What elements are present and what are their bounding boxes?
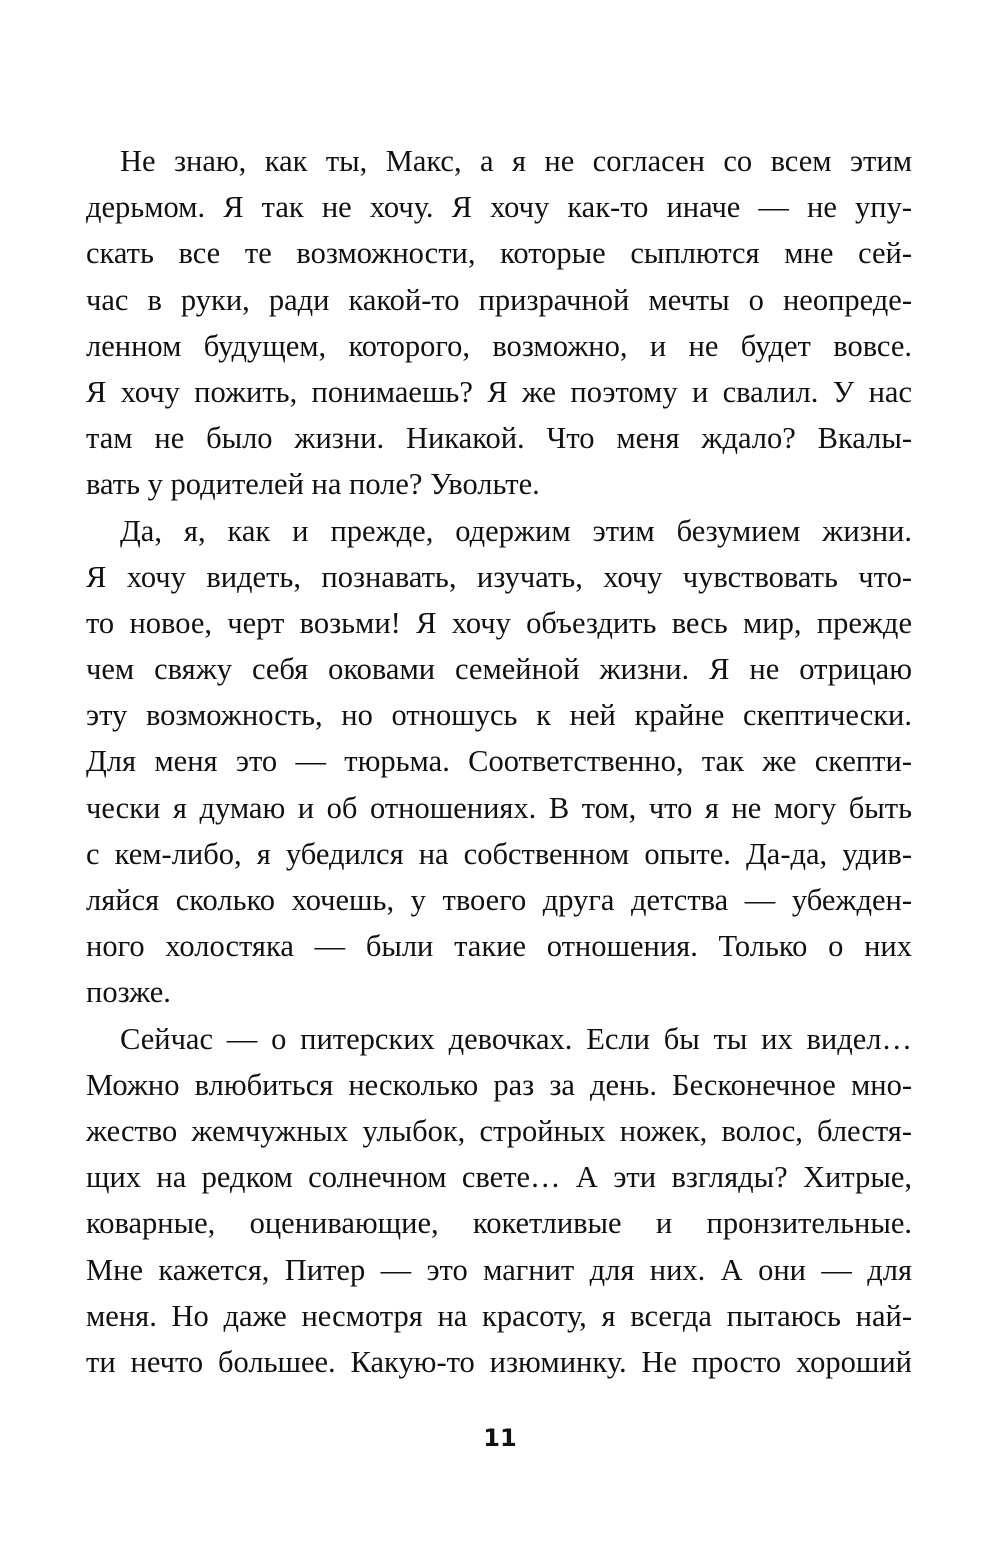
text-line: Я хочу видеть, познавать, изучать, хочу чувствовать что- [86, 559, 912, 594]
text-line: час в руки, ради какой-то призрачной мечты о неопреде- [86, 282, 912, 317]
text-line: меня. Но даже несмотря на красоту, я всегда пытаюсь най- [86, 1298, 912, 1333]
text-line: Сейчас — о питерских девочках. Если бы ты их видел… [120, 1021, 912, 1056]
text-line: там не было жизни. Никакой. Что меня ждало? Вкалы- [86, 421, 912, 456]
text-line: то новое, черт возьми! Я хочу объездить весь мир, прежде [86, 605, 912, 640]
text-line: Не знаю, как ты, Макс, а я не согласен со всем этим [120, 144, 912, 178]
text-line: скать все те возможности, которые сыплются мне сей- [86, 236, 912, 271]
text-line: дерьмом. Я так не хочу. Я хочу как-то иначе — не упу- [86, 190, 912, 225]
text-line: Мне кажется, Питер — это магнит для них. А они — для [86, 1252, 912, 1287]
text-line: чески я думаю и об отношениях. В том, что я не могу быть [86, 790, 912, 825]
text-line: Да, я, как и прежде, одержим этим безумием жизни. [120, 513, 912, 548]
text-line: ного холостяка — были такие отношения. Только о них [86, 929, 912, 964]
page-number: 11 [483, 1424, 517, 1452]
text-line: эту возможность, но отношусь к ней крайне скептически. [86, 698, 912, 733]
text-line: щих на редком солнечном свете… А эти взгляды? Хитрые, [86, 1160, 912, 1195]
text-line: вать у родителей на поле? Увольте. [86, 467, 540, 502]
text-line: с кем-либо, я убедился на собственном опыте. Да-да, удив- [86, 836, 912, 871]
text-line: ленном будущем, которого, возможно, и не будет вовсе. [86, 328, 912, 363]
text-line: чем свяжу себя оковами семейной жизни. Я не отрицаю [86, 652, 912, 687]
text-line: коварные, оценивающие, кокетливые и пронзительные. [86, 1206, 912, 1241]
text-line: ляйся сколько хочешь, у твоего друга детства — убежден- [86, 883, 912, 917]
text-line: жество жемчужных улыбок, стройных ножек, волос, блестя- [86, 1113, 912, 1148]
text-line: Для меня это — тюрьма. Соответственно, так же скепти- [86, 744, 912, 779]
text-line: ти нечто большее. Какую-то изюминку. Не просто хороший [86, 1344, 912, 1379]
text-line: Можно влюбиться несколько раз за день. Бесконечное мно- [86, 1067, 912, 1102]
text-line: Я хочу пожить, понимаешь? Я же поэтому и свалил. У нас [86, 374, 912, 409]
text-line: позже. [86, 975, 171, 1010]
body-text [86, 138, 912, 1385]
